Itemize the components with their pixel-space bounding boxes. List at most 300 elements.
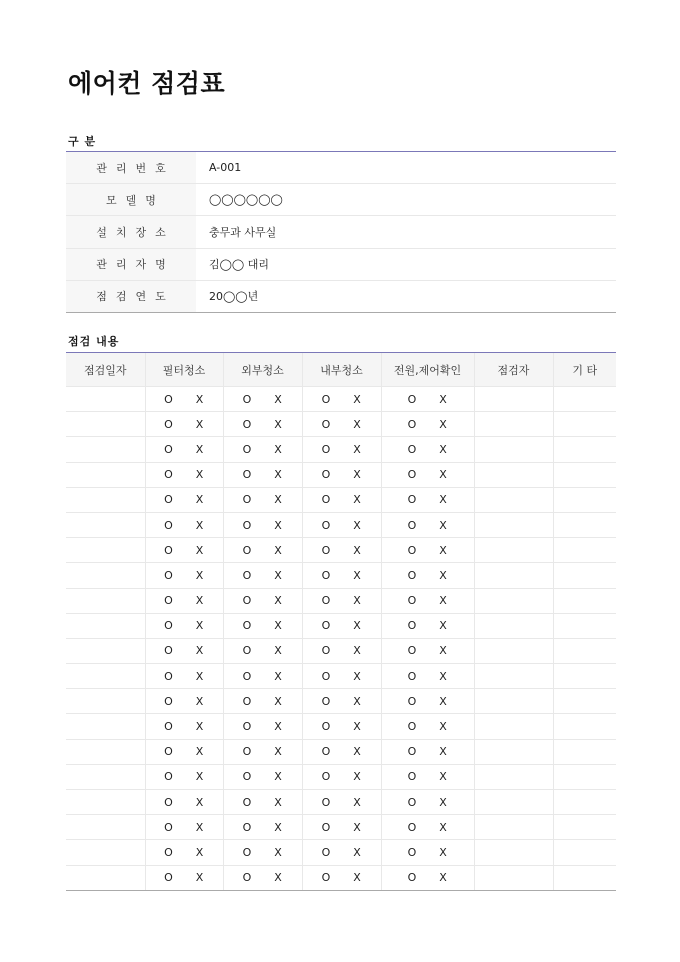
option-o[interactable]: O xyxy=(164,518,173,532)
table-row xyxy=(66,387,616,412)
info-row xyxy=(66,184,616,216)
option-x[interactable]: X xyxy=(353,392,361,406)
notes-cell[interactable] xyxy=(553,462,616,487)
info-label: 모델명 xyxy=(66,184,196,216)
inspector-cell[interactable] xyxy=(474,437,553,462)
table-row xyxy=(66,714,616,739)
option-o[interactable]: O xyxy=(164,795,173,809)
info-label: 관리번호 xyxy=(66,152,196,184)
filter-check-cell xyxy=(145,840,223,865)
exterior-check-cell xyxy=(223,512,302,537)
date-cell[interactable] xyxy=(66,664,145,689)
option-o[interactable]: O xyxy=(321,745,331,759)
option-x[interactable]: X xyxy=(439,594,447,608)
interior-check-cell xyxy=(302,512,381,537)
notes-cell[interactable] xyxy=(553,689,616,714)
inspector-cell[interactable] xyxy=(474,412,553,437)
table-row xyxy=(66,538,616,563)
date-cell[interactable] xyxy=(66,487,145,512)
option-x[interactable]: X xyxy=(274,720,282,734)
filter-check-cell xyxy=(145,412,223,437)
power-check-cell xyxy=(381,487,474,512)
option-x[interactable]: X xyxy=(439,720,447,734)
option-o[interactable]: O xyxy=(164,417,173,431)
option-o[interactable]: O xyxy=(407,694,417,708)
option-x[interactable]: X xyxy=(195,518,204,532)
option-x[interactable]: X xyxy=(195,417,204,431)
power-check-cell xyxy=(381,512,474,537)
interior-check-cell xyxy=(302,638,381,663)
power-check-cell xyxy=(381,790,474,815)
option-o[interactable]: O xyxy=(321,568,331,582)
option-o[interactable]: O xyxy=(407,392,417,406)
option-x[interactable]: X xyxy=(353,770,361,784)
option-o[interactable]: O xyxy=(164,720,173,734)
option-x[interactable]: X xyxy=(274,644,282,658)
option-x[interactable]: X xyxy=(439,644,447,658)
table-row xyxy=(66,764,616,789)
option-x[interactable]: X xyxy=(353,669,361,683)
power-check-cell xyxy=(381,815,474,840)
interior-check-cell xyxy=(302,664,381,689)
option-o[interactable]: O xyxy=(242,543,252,557)
option-x[interactable]: X xyxy=(274,568,282,582)
date-cell[interactable] xyxy=(66,790,145,815)
table-row xyxy=(66,790,616,815)
option-x[interactable]: X xyxy=(439,694,447,708)
table-header-row xyxy=(66,353,616,387)
option-x[interactable]: X xyxy=(353,720,361,734)
interior-check-cell xyxy=(302,689,381,714)
notes-cell[interactable] xyxy=(553,487,616,512)
exterior-check-cell xyxy=(223,865,302,890)
power-check-cell xyxy=(381,538,474,563)
option-o[interactable]: O xyxy=(407,770,417,784)
option-x[interactable]: X xyxy=(439,770,447,784)
option-x[interactable]: X xyxy=(353,468,361,482)
option-o[interactable]: O xyxy=(164,468,173,482)
option-o[interactable]: O xyxy=(407,871,417,885)
option-x[interactable]: X xyxy=(439,543,447,557)
date-cell[interactable] xyxy=(66,815,145,840)
option-x[interactable]: X xyxy=(439,820,447,834)
table-row xyxy=(66,412,616,437)
option-x[interactable]: X xyxy=(353,644,361,658)
option-o[interactable]: O xyxy=(164,871,173,885)
interior-check-cell xyxy=(302,538,381,563)
option-o[interactable]: O xyxy=(242,417,252,431)
option-o[interactable]: O xyxy=(242,644,252,658)
inspector-cell[interactable] xyxy=(474,588,553,613)
option-x[interactable]: X xyxy=(353,745,361,759)
notes-cell[interactable] xyxy=(553,739,616,764)
option-x[interactable]: X xyxy=(274,417,282,431)
option-o[interactable]: O xyxy=(407,468,417,482)
exterior-check-cell xyxy=(223,714,302,739)
date-cell[interactable] xyxy=(66,387,145,412)
option-o[interactable]: O xyxy=(242,694,252,708)
option-x[interactable]: X xyxy=(439,442,447,456)
option-x[interactable]: X xyxy=(195,594,204,608)
option-o[interactable]: O xyxy=(321,694,331,708)
date-cell[interactable] xyxy=(66,538,145,563)
option-o[interactable]: O xyxy=(407,518,417,532)
option-x[interactable]: X xyxy=(353,518,361,532)
option-x[interactable]: X xyxy=(195,568,204,582)
date-cell[interactable] xyxy=(66,588,145,613)
option-x[interactable]: X xyxy=(439,745,447,759)
interior-check-cell xyxy=(302,865,381,890)
notes-cell[interactable] xyxy=(553,588,616,613)
option-o[interactable]: O xyxy=(321,845,331,859)
notes-cell[interactable] xyxy=(553,714,616,739)
filter-check-cell xyxy=(145,664,223,689)
option-o[interactable]: O xyxy=(321,594,331,608)
exterior-check-cell xyxy=(223,790,302,815)
interior-check-cell xyxy=(302,412,381,437)
option-o[interactable]: O xyxy=(164,442,173,456)
notes-cell[interactable] xyxy=(553,412,616,437)
option-x[interactable]: X xyxy=(274,745,282,759)
option-o[interactable]: O xyxy=(164,644,173,658)
info-row xyxy=(66,280,616,312)
inspector-cell[interactable] xyxy=(474,790,553,815)
notes-cell[interactable] xyxy=(553,664,616,689)
interior-check-cell xyxy=(302,387,381,412)
option-x[interactable]: X xyxy=(195,871,204,885)
option-x[interactable]: X xyxy=(353,568,361,582)
date-cell[interactable] xyxy=(66,764,145,789)
option-x[interactable]: X xyxy=(274,493,282,507)
option-x[interactable]: X xyxy=(195,720,204,734)
exterior-check-cell xyxy=(223,487,302,512)
filter-check-cell xyxy=(145,790,223,815)
interior-check-cell xyxy=(302,739,381,764)
power-check-cell xyxy=(381,638,474,663)
option-x[interactable]: X xyxy=(195,795,204,809)
option-o[interactable]: O xyxy=(321,720,331,734)
option-o[interactable]: O xyxy=(164,594,173,608)
option-o[interactable]: O xyxy=(242,845,252,859)
option-o[interactable]: O xyxy=(407,845,417,859)
interior-check-cell xyxy=(302,790,381,815)
option-x[interactable]: X xyxy=(195,669,204,683)
option-o[interactable]: O xyxy=(321,795,331,809)
notes-cell[interactable] xyxy=(553,437,616,462)
option-x[interactable]: X xyxy=(439,417,447,431)
column-header-inspector: 점검자 xyxy=(474,353,553,387)
notes-cell[interactable] xyxy=(553,538,616,563)
notes-cell[interactable] xyxy=(553,790,616,815)
option-o[interactable]: O xyxy=(321,442,331,456)
table-row xyxy=(66,462,616,487)
table-row xyxy=(66,512,616,537)
option-o[interactable]: O xyxy=(321,644,331,658)
table-row xyxy=(66,840,616,865)
option-o[interactable]: O xyxy=(242,745,252,759)
inspector-cell[interactable] xyxy=(474,638,553,663)
inspector-cell[interactable] xyxy=(474,815,553,840)
inspection-log-table xyxy=(66,353,616,891)
option-x[interactable]: X xyxy=(439,568,447,582)
option-x[interactable]: X xyxy=(353,442,361,456)
exterior-check-cell xyxy=(223,412,302,437)
option-x[interactable]: X xyxy=(195,694,204,708)
option-x[interactable]: X xyxy=(195,644,204,658)
option-x[interactable]: X xyxy=(274,845,282,859)
info-value: 20◯◯년 xyxy=(196,280,616,312)
power-check-cell xyxy=(381,387,474,412)
info-value: ◯◯◯◯◯◯ xyxy=(196,184,616,216)
option-o[interactable]: O xyxy=(321,493,331,507)
option-o[interactable]: O xyxy=(321,518,331,532)
notes-cell[interactable] xyxy=(553,512,616,537)
exterior-check-cell xyxy=(223,588,302,613)
option-o[interactable]: O xyxy=(242,493,252,507)
option-o[interactable]: O xyxy=(407,417,417,431)
option-o[interactable]: O xyxy=(321,543,331,557)
date-cell[interactable] xyxy=(66,462,145,487)
section-heading-log: 점검 내용 xyxy=(68,335,120,348)
option-o[interactable]: O xyxy=(321,669,331,683)
date-cell[interactable] xyxy=(66,689,145,714)
power-check-cell xyxy=(381,613,474,638)
option-x[interactable]: X xyxy=(195,468,204,482)
section-heading-info: 구 분 xyxy=(68,135,97,148)
option-x[interactable]: X xyxy=(353,417,361,431)
option-o[interactable]: O xyxy=(321,619,331,633)
date-cell[interactable] xyxy=(66,865,145,890)
option-x[interactable]: X xyxy=(353,543,361,557)
power-check-cell xyxy=(381,739,474,764)
notes-cell[interactable] xyxy=(553,865,616,890)
table-row xyxy=(66,865,616,890)
option-o[interactable]: O xyxy=(242,720,252,734)
inspector-cell[interactable] xyxy=(474,462,553,487)
option-o[interactable]: O xyxy=(242,619,252,633)
column-header-power: 전원,제어확인 xyxy=(381,353,474,387)
column-header-interior: 내부청소 xyxy=(302,353,381,387)
option-x[interactable]: X xyxy=(274,820,282,834)
table-row xyxy=(66,638,616,663)
option-o[interactable]: O xyxy=(407,669,417,683)
option-x[interactable]: X xyxy=(439,619,447,633)
option-x[interactable]: X xyxy=(439,468,447,482)
notes-cell[interactable] xyxy=(553,638,616,663)
option-x[interactable]: X xyxy=(274,518,282,532)
date-cell[interactable] xyxy=(66,563,145,588)
inspector-cell[interactable] xyxy=(474,512,553,537)
option-x[interactable]: X xyxy=(274,669,282,683)
inspector-cell[interactable] xyxy=(474,764,553,789)
option-x[interactable]: X xyxy=(195,543,204,557)
option-x[interactable]: X xyxy=(439,669,447,683)
date-cell[interactable] xyxy=(66,638,145,663)
option-x[interactable]: X xyxy=(439,518,447,532)
column-header-date: 점검일자 xyxy=(66,353,145,387)
option-o[interactable]: O xyxy=(164,568,173,582)
power-check-cell xyxy=(381,437,474,462)
option-x[interactable]: X xyxy=(195,820,204,834)
date-cell[interactable] xyxy=(66,714,145,739)
option-x[interactable]: X xyxy=(195,442,204,456)
option-o[interactable]: O xyxy=(242,442,252,456)
filter-check-cell xyxy=(145,487,223,512)
info-value: A-001 xyxy=(196,152,616,184)
exterior-check-cell xyxy=(223,563,302,588)
option-o[interactable]: O xyxy=(321,392,331,406)
info-value: 김◯◯ 대리 xyxy=(196,248,616,280)
option-x[interactable]: X xyxy=(195,770,204,784)
option-x[interactable]: X xyxy=(439,392,447,406)
option-o[interactable]: O xyxy=(407,720,417,734)
notes-cell[interactable] xyxy=(553,815,616,840)
option-o[interactable]: O xyxy=(407,594,417,608)
option-x[interactable]: X xyxy=(353,694,361,708)
inspector-cell[interactable] xyxy=(474,487,553,512)
option-o[interactable]: O xyxy=(242,594,252,608)
option-x[interactable]: X xyxy=(274,543,282,557)
option-x[interactable]: X xyxy=(274,770,282,784)
option-o[interactable]: O xyxy=(321,871,331,885)
notes-cell[interactable] xyxy=(553,387,616,412)
option-o[interactable]: O xyxy=(242,468,252,482)
option-o[interactable]: O xyxy=(164,745,173,759)
date-cell[interactable] xyxy=(66,412,145,437)
filter-check-cell xyxy=(145,512,223,537)
exterior-check-cell xyxy=(223,638,302,663)
power-check-cell xyxy=(381,563,474,588)
option-x[interactable]: X xyxy=(274,392,282,406)
option-x[interactable]: X xyxy=(195,392,204,406)
date-cell[interactable] xyxy=(66,512,145,537)
inspector-cell[interactable] xyxy=(474,689,553,714)
option-o[interactable]: O xyxy=(164,543,173,557)
inspector-cell[interactable] xyxy=(474,538,553,563)
exterior-check-cell xyxy=(223,739,302,764)
option-x[interactable]: X xyxy=(439,871,447,885)
option-o[interactable]: O xyxy=(164,669,173,683)
option-x[interactable]: X xyxy=(274,795,282,809)
filter-check-cell xyxy=(145,638,223,663)
option-o[interactable]: O xyxy=(242,770,252,784)
option-o[interactable]: O xyxy=(407,493,417,507)
option-o[interactable]: O xyxy=(321,417,331,431)
option-o[interactable]: O xyxy=(164,820,173,834)
table-row xyxy=(66,487,616,512)
table-row xyxy=(66,588,616,613)
option-o[interactable]: O xyxy=(407,644,417,658)
option-x[interactable]: X xyxy=(195,745,204,759)
option-o[interactable]: O xyxy=(164,694,173,708)
option-x[interactable]: X xyxy=(274,594,282,608)
inspector-cell[interactable] xyxy=(474,865,553,890)
option-o[interactable]: O xyxy=(407,568,417,582)
date-cell[interactable] xyxy=(66,840,145,865)
inspector-cell[interactable] xyxy=(474,840,553,865)
option-x[interactable]: X xyxy=(353,871,361,885)
inspector-cell[interactable] xyxy=(474,387,553,412)
option-o[interactable]: O xyxy=(164,392,173,406)
option-x[interactable]: X xyxy=(353,820,361,834)
option-o[interactable]: O xyxy=(164,845,173,859)
option-o[interactable]: O xyxy=(242,669,252,683)
filter-check-cell xyxy=(145,437,223,462)
option-x[interactable]: X xyxy=(439,795,447,809)
option-x[interactable]: X xyxy=(195,619,204,633)
option-x[interactable]: X xyxy=(195,493,204,507)
option-o[interactable]: O xyxy=(407,820,417,834)
date-cell[interactable] xyxy=(66,739,145,764)
option-x[interactable]: X xyxy=(274,871,282,885)
option-x[interactable]: X xyxy=(353,795,361,809)
option-o[interactable]: O xyxy=(242,871,252,885)
column-header-filter: 필터청소 xyxy=(145,353,223,387)
option-o[interactable]: O xyxy=(407,442,417,456)
notes-cell[interactable] xyxy=(553,840,616,865)
filter-check-cell xyxy=(145,588,223,613)
exterior-check-cell xyxy=(223,462,302,487)
option-o[interactable]: O xyxy=(242,518,252,532)
inspector-cell[interactable] xyxy=(474,664,553,689)
date-cell[interactable] xyxy=(66,437,145,462)
option-o[interactable]: O xyxy=(164,493,173,507)
power-check-cell xyxy=(381,664,474,689)
notes-cell[interactable] xyxy=(553,764,616,789)
option-o[interactable]: O xyxy=(321,820,331,834)
option-o[interactable]: O xyxy=(242,820,252,834)
option-o[interactable]: O xyxy=(407,795,417,809)
option-o[interactable]: O xyxy=(242,392,252,406)
inspector-cell[interactable] xyxy=(474,613,553,638)
date-cell[interactable] xyxy=(66,613,145,638)
option-o[interactable]: O xyxy=(321,770,331,784)
option-x[interactable]: X xyxy=(274,468,282,482)
info-value: 충무과 사무실 xyxy=(196,216,616,248)
exterior-check-cell xyxy=(223,538,302,563)
option-o[interactable]: O xyxy=(242,568,252,582)
power-check-cell xyxy=(381,840,474,865)
option-x[interactable]: X xyxy=(274,694,282,708)
exterior-check-cell xyxy=(223,689,302,714)
inspector-cell[interactable] xyxy=(474,739,553,764)
option-x[interactable]: X xyxy=(353,594,361,608)
option-o[interactable]: O xyxy=(407,543,417,557)
option-x[interactable]: X xyxy=(195,845,204,859)
option-x[interactable]: X xyxy=(439,493,447,507)
interior-check-cell xyxy=(302,437,381,462)
filter-check-cell xyxy=(145,865,223,890)
inspector-cell[interactable] xyxy=(474,563,553,588)
option-x[interactable]: X xyxy=(274,442,282,456)
inspector-cell[interactable] xyxy=(474,714,553,739)
option-o[interactable]: O xyxy=(407,619,417,633)
option-x[interactable]: X xyxy=(439,845,447,859)
option-x[interactable]: X xyxy=(274,619,282,633)
option-x[interactable]: X xyxy=(353,619,361,633)
option-o[interactable]: O xyxy=(164,619,173,633)
notes-cell[interactable] xyxy=(553,613,616,638)
notes-cell[interactable] xyxy=(553,563,616,588)
option-o[interactable]: O xyxy=(321,468,331,482)
table-row xyxy=(66,664,616,689)
filter-check-cell xyxy=(145,689,223,714)
option-x[interactable]: X xyxy=(353,493,361,507)
option-o[interactable]: O xyxy=(242,795,252,809)
option-x[interactable]: X xyxy=(353,845,361,859)
option-o[interactable]: O xyxy=(407,745,417,759)
option-o[interactable]: O xyxy=(164,770,173,784)
